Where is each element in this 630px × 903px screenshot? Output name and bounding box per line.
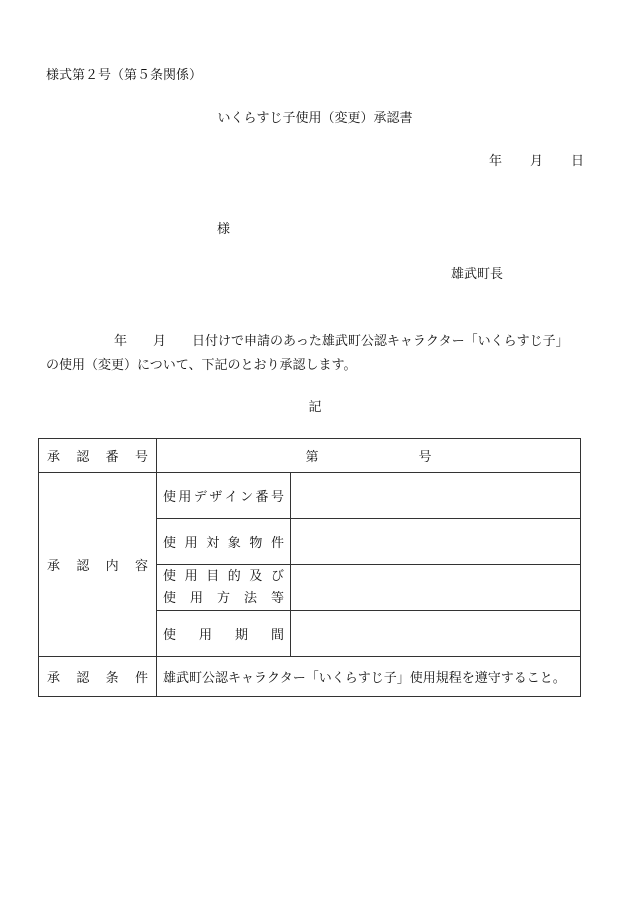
target-item-value[interactable]: [291, 519, 581, 565]
approval-number-value: 第 号: [157, 439, 581, 473]
approval-content-label: 承 認 内 容: [39, 473, 157, 657]
period-value[interactable]: [291, 611, 581, 657]
date-month: 月: [529, 154, 543, 169]
table-row: [39, 473, 581, 519]
period-label: 使 用 期 間: [157, 611, 291, 657]
purpose-method-value[interactable]: [291, 565, 581, 611]
purpose-method-label: 使 用 目 的 及 び 使 用 方 法 等: [157, 565, 291, 611]
ki-heading: 記: [308, 400, 322, 415]
body-text: [46, 330, 586, 378]
body-month: 月: [153, 334, 167, 349]
body-year: 年: [114, 334, 128, 349]
form-number: 様式第２号（第５条関係）: [46, 68, 203, 83]
body-line1: 日付けで申請のあった雄武町公認キャラクター「いくらすじ子」: [192, 334, 569, 349]
table-row: [39, 657, 581, 697]
condition-value: 雄武町公認キャラクター「いくらすじ子」使用規程を遵守すること。: [157, 657, 581, 697]
date-day: 日: [570, 154, 584, 169]
addressee-suffix: 様: [217, 222, 231, 237]
body-line2: の使用（変更）について、下記のとおり承認します。: [46, 358, 357, 373]
design-number-value[interactable]: [291, 473, 581, 519]
document-title: いくらすじ子使用（変更）承認書: [217, 111, 413, 126]
approval-number-label: 承 認 番 号: [39, 439, 157, 473]
design-number-label: 使 用 デ ザ イ ン 番 号: [157, 473, 291, 519]
target-item-label: 使 用 対 象 物 件: [157, 519, 291, 565]
date-year: 年: [488, 154, 502, 169]
approval-table: [38, 438, 581, 697]
date-line: [489, 150, 584, 169]
issuer-name: 雄武町長: [451, 267, 504, 282]
table-row: [39, 439, 581, 473]
condition-label: 承 認 条 件: [39, 657, 157, 697]
